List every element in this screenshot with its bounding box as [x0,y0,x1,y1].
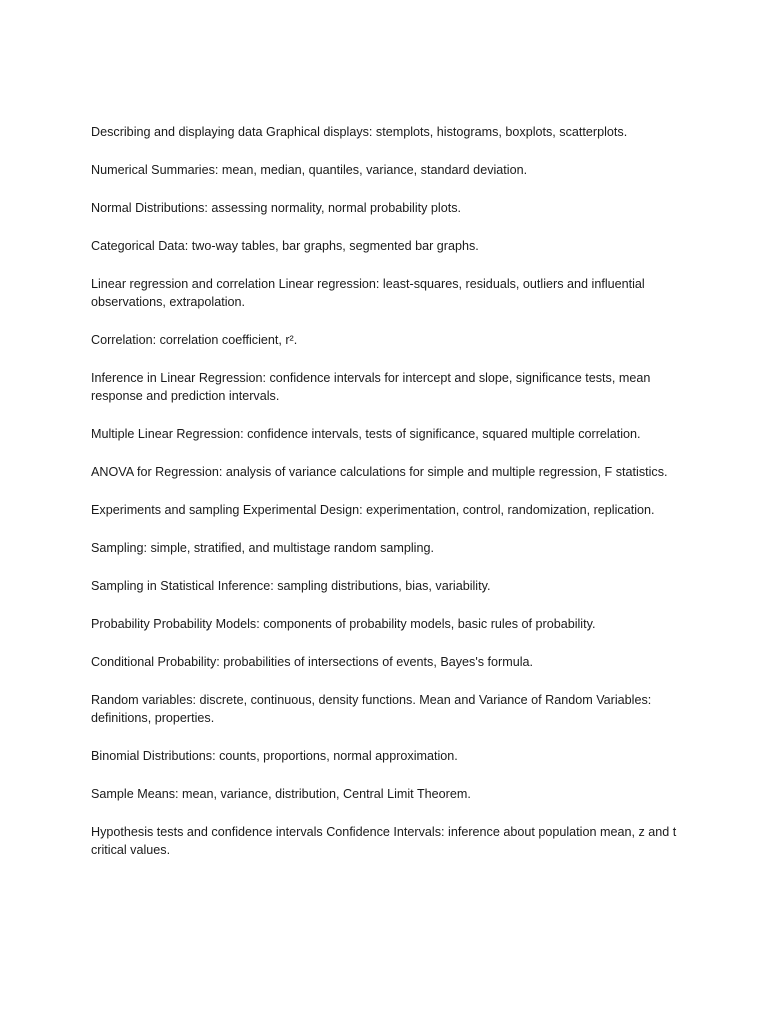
paragraph-sampling: Sampling: simple, stratified, and multistage random sampling. [91,541,434,555]
paragraph-describing-data: Describing and displaying data Graphical displays: stemplots, histograms, boxplots, scatterplots. [91,125,628,139]
paragraph-categorical-data: Categorical Data: two-way tables, bar graphs, segmented bar graphs. [91,239,479,253]
paragraph-anova: ANOVA for Regression: analysis of variance calculations for simple and multiple regression, F statistics. [91,465,668,479]
paragraph-sample-means: Sample Means: mean, variance, distribution, Central Limit Theorem. [91,787,471,801]
paragraph-probability-models: Probability Probability Models: components of probability models, basic rules of probability. [91,617,596,631]
paragraph-sampling-inference: Sampling in Statistical Inference: sampling distributions, bias, variability. [91,579,491,593]
paragraph-random-variables: Random variables: discrete, continuous, density functions. Mean and Variance of Random Variables: definitions, properties. [91,693,652,725]
paragraph-multiple-regression: Multiple Linear Regression: confidence intervals, tests of significance, squared multiple correlation. [91,427,641,441]
paragraph-inference-regression: Inference in Linear Regression: confidence intervals for intercept and slope, significance tests, mean response and prediction intervals. [91,371,651,403]
paragraph-binomial-distributions: Binomial Distributions: counts, proportions, normal approximation. [91,749,458,763]
paragraph-conditional-probability: Conditional Probability: probabilities of intersections of events, Bayes's formula. [91,655,534,669]
paragraph-numerical-summaries: Numerical Summaries: mean, median, quantiles, variance, standard deviation. [91,163,528,177]
paragraph-experimental-design: Experiments and sampling Experimental Design: experimentation, control, randomization, replication. [91,503,655,517]
document-body [91,123,691,879]
paragraph-correlation: Correlation: correlation coefficient, r². [91,333,298,347]
paragraph-confidence-intervals: Hypothesis tests and confidence intervals Confidence Intervals: inference about population mean, z and t critical values. [91,825,677,857]
paragraph-linear-regression: Linear regression and correlation Linear regression: least-squares, residuals, outliers and influential observations, extrapolation. [91,277,645,309]
paragraph-normal-distributions: Normal Distributions: assessing normality, normal probability plots. [91,201,462,215]
